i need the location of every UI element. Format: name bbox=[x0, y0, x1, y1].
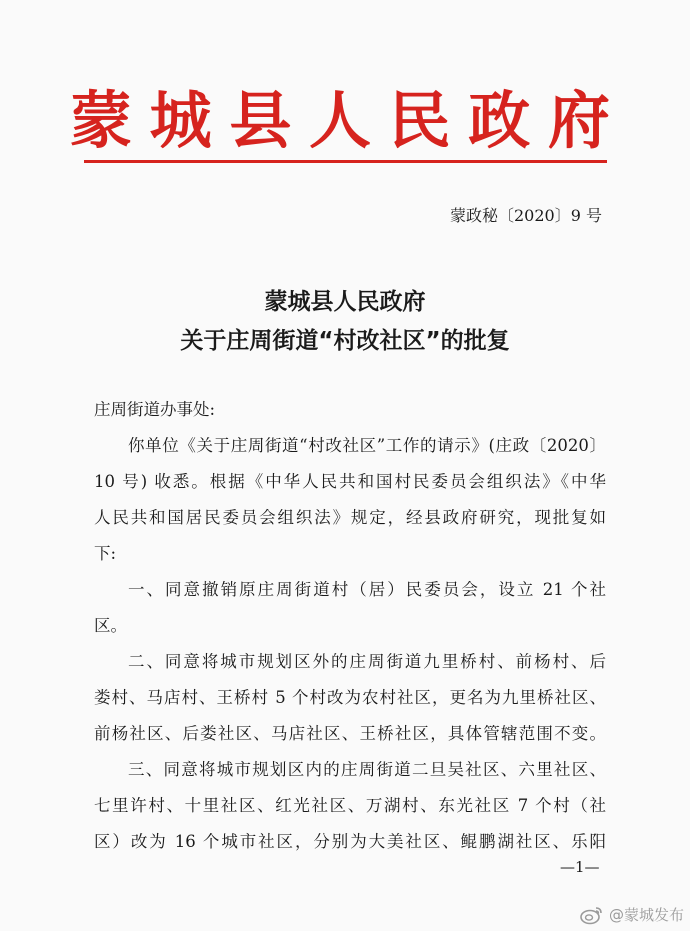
document-body bbox=[94, 392, 606, 860]
masthead bbox=[70, 70, 610, 160]
watermark-text: @蒙城发布 bbox=[608, 906, 684, 924]
masthead-char: 蒙 bbox=[70, 83, 133, 157]
body-line: 区）改为 16 个城市社区，分别为大美社区、鲲鹏湖社区、乐阳 bbox=[94, 832, 606, 851]
page-number: —1— bbox=[560, 858, 600, 876]
weibo-watermark bbox=[579, 904, 684, 925]
masthead-char: 政 bbox=[468, 83, 531, 157]
body-line: 一、同意撤销原庄周街道村（居）民委员会，设立 21 个社 bbox=[128, 580, 606, 599]
body-line: 前杨社区、后娄社区、马店社区、王桥社区，具体管辖范围不变。 bbox=[94, 724, 606, 743]
body-line: 下: bbox=[94, 544, 117, 563]
masthead-char: 人 bbox=[308, 83, 371, 157]
masthead-char: 县 bbox=[229, 83, 292, 157]
body-line: 七里许村、十里社区、红光社区、万湖村、东光社区 7 个村（社 bbox=[94, 796, 606, 815]
document-number: 蒙政秘〔2020〕9 号 bbox=[450, 206, 602, 225]
masthead-char: 府 bbox=[547, 83, 610, 157]
body-line: 人民共和国居民委员会组织法》规定，经县政府研究，现批复如 bbox=[94, 508, 606, 527]
body-line: 你单位《关于庄周街道“村改社区”工作的请示》(庄政〔2020〕 bbox=[128, 436, 606, 455]
body-line: 三、同意将城市规划区内的庄周街道二旦吴社区、六里社区、 bbox=[128, 760, 606, 779]
masthead-char: 城 bbox=[149, 83, 212, 157]
red-divider bbox=[84, 160, 607, 163]
body-line: 娄村、马店村、王桥村 5 个村改为农村社区，更名为九里桥社区、 bbox=[94, 688, 606, 707]
weibo-icon bbox=[579, 905, 605, 925]
masthead-char: 民 bbox=[388, 83, 451, 157]
body-line: 二、同意将城市规划区外的庄周街道九里桥村、前杨村、后 bbox=[128, 652, 606, 671]
body-line: 10 号) 收悉。根据《中华人民共和国村民委员会组织法》《中华 bbox=[94, 472, 606, 491]
body-line: 区。 bbox=[94, 616, 127, 635]
salutation: 庄周街道办事处: bbox=[94, 400, 216, 419]
document-title-line2: 关于庄周街道“村改社区”的批复 bbox=[180, 328, 510, 354]
document-title-line1: 蒙城县人民政府 bbox=[264, 289, 426, 315]
